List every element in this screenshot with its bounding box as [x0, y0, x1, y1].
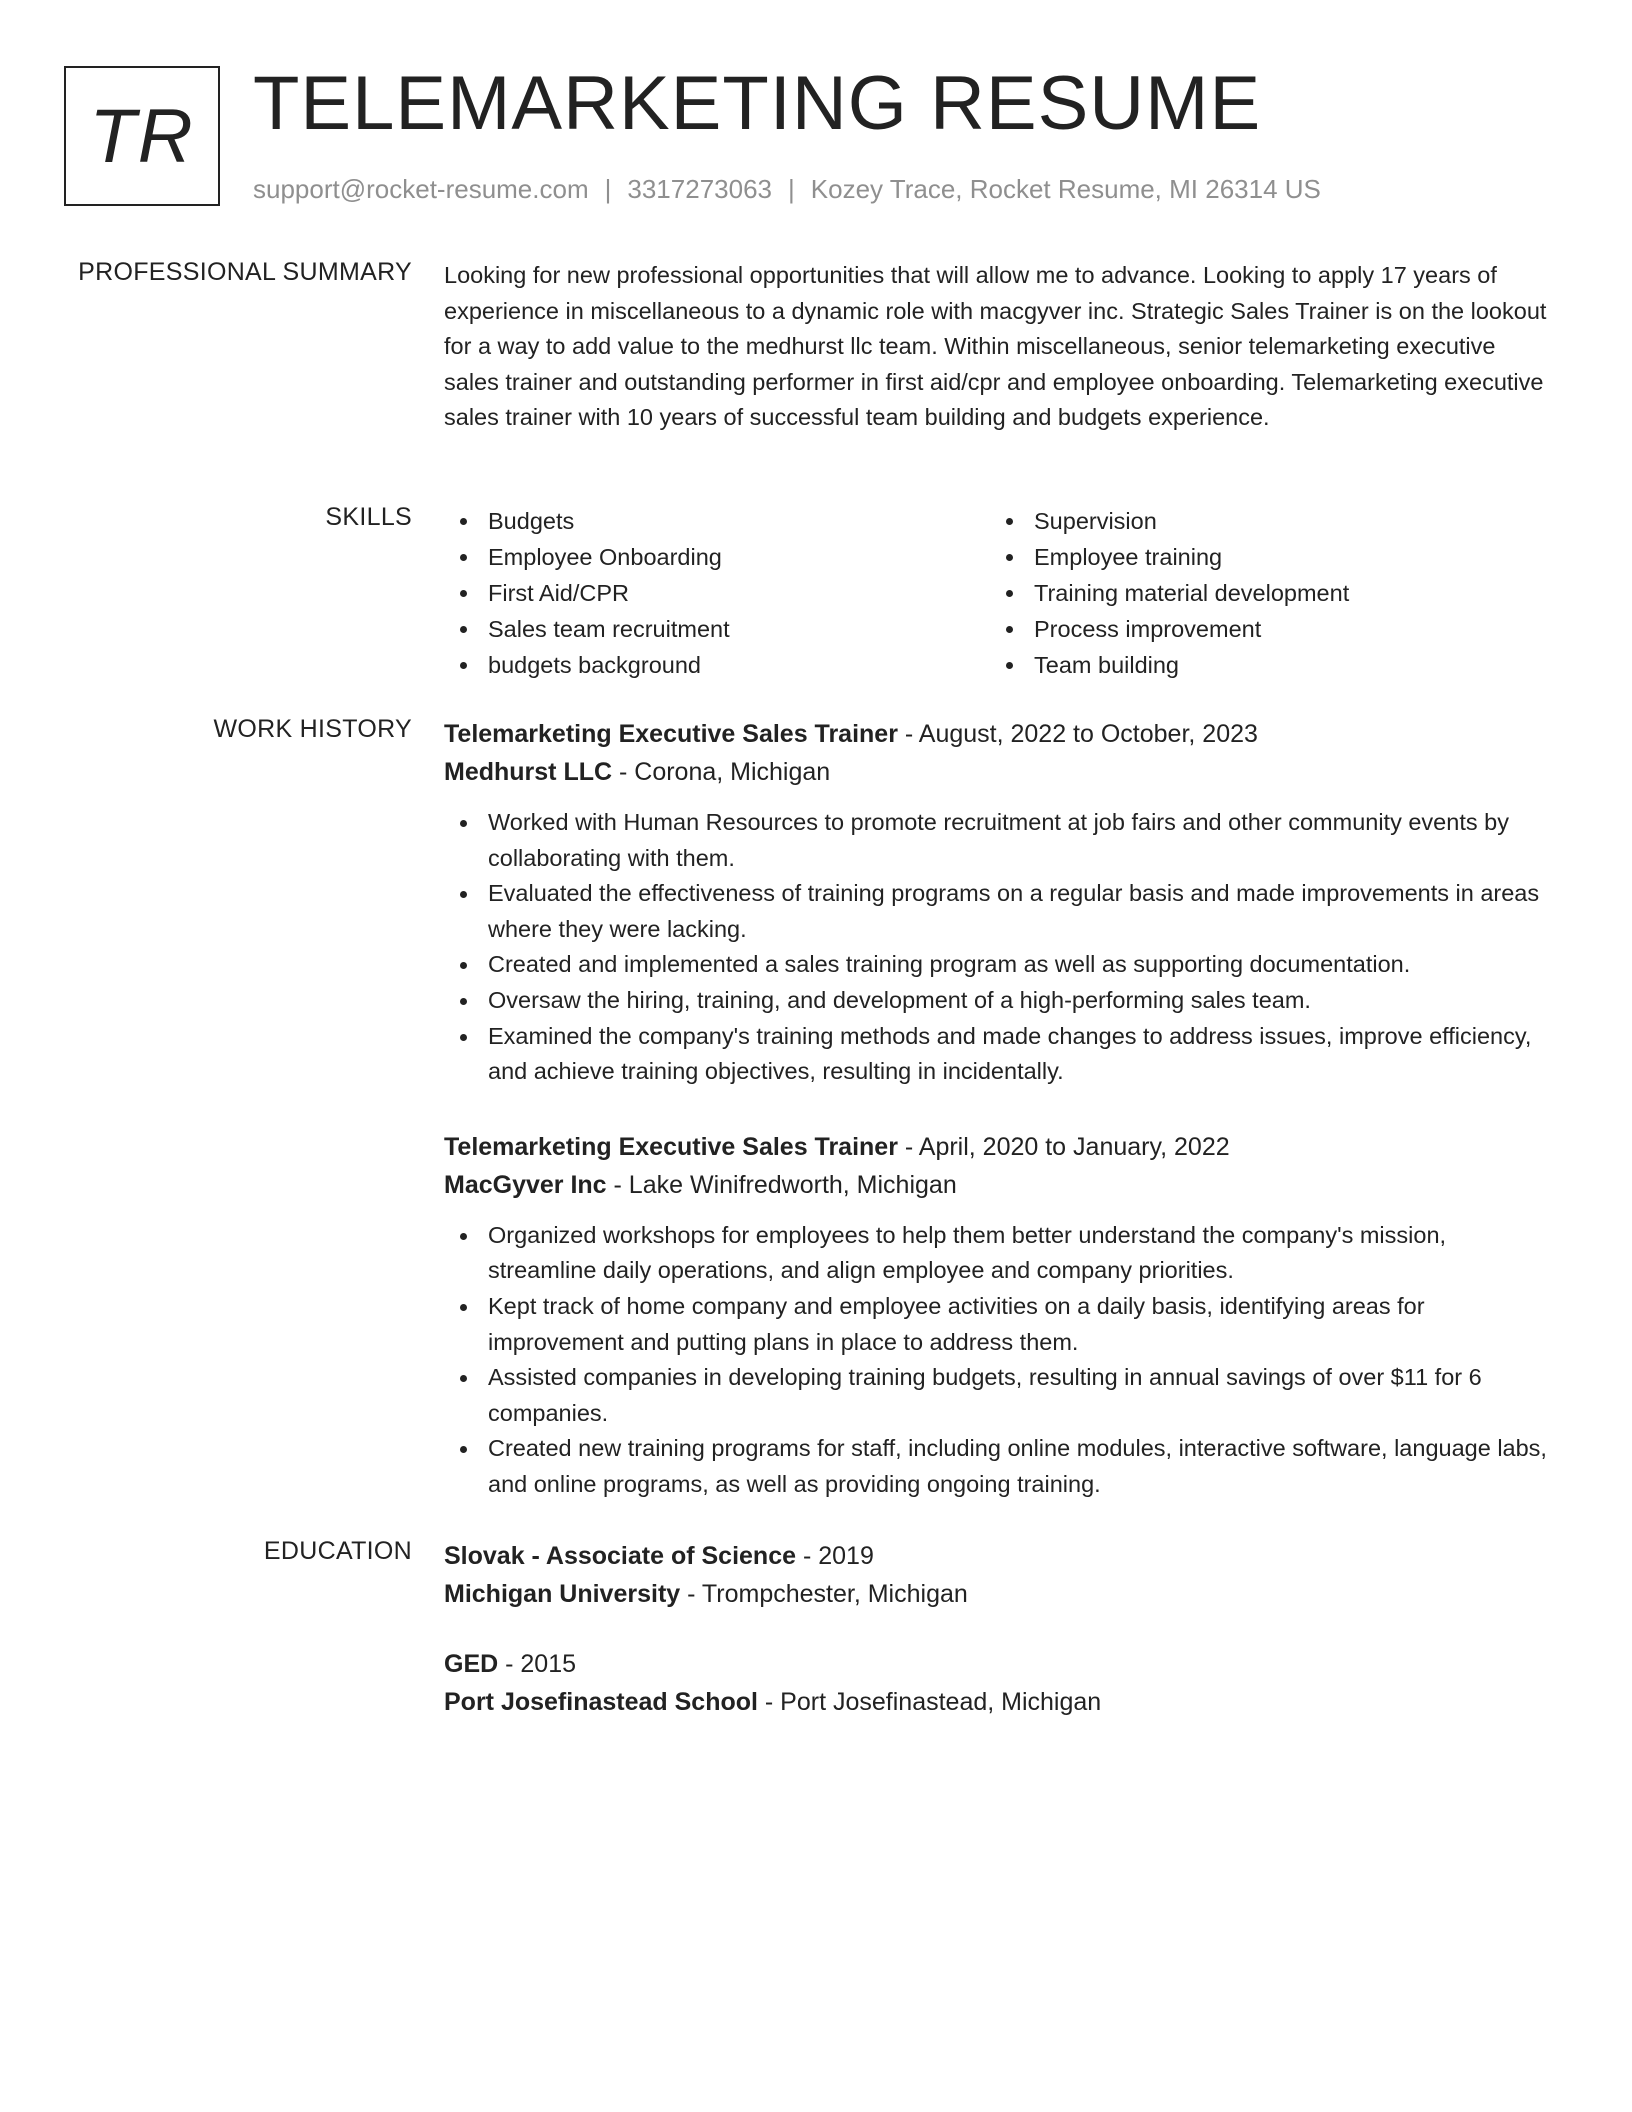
job-company-line [444, 1166, 1549, 1204]
skill-item: Training material development [990, 575, 1536, 611]
job-bullet: Worked with Human Resources to promote recruitment at job fairs and other community events by collaborating with them. [444, 805, 1549, 876]
job-location: - Corona, Michigan [612, 758, 831, 786]
skill-item: Process improvement [990, 611, 1536, 647]
education-degree: Slovak - Associate of Science [444, 1542, 797, 1570]
job-title: Telemarketing Executive Sales Trainer [444, 720, 898, 748]
contact-address: Kozey Trace, Rocket Resume, MI 26314 US [810, 174, 1321, 204]
monogram-box: TR [64, 66, 220, 206]
skills-column-right [990, 503, 1536, 683]
education-school-line [444, 1683, 1549, 1721]
education-location: - Trompchester, Michigan [680, 1580, 968, 1608]
resume-header [64, 61, 1564, 216]
section-label-education: EDUCATION [263, 1537, 412, 1565]
skill-item: Supervision [990, 503, 1536, 539]
job-bullet: Organized workshops for employees to help them better understand the company's mission, streamline daily operations, and align employee and company priorities. [444, 1218, 1549, 1289]
skills-grid [444, 503, 1549, 683]
skill-item: First Aid/CPR [444, 575, 990, 611]
job-entry [444, 715, 1549, 1090]
job-dates: - April, 2020 to January, 2022 [897, 1132, 1230, 1161]
education-entry [444, 1537, 1549, 1613]
job-bullets [444, 1218, 1549, 1503]
skill-item: Sales team recruitment [444, 611, 990, 647]
summary-text: Looking for new professional opportunities that will allow me to advance. Looking to apply 17 years of experience in miscellaneous to a dynamic role with macgyver inc. Strategic Sales Trainer is on the lookout for a way to add value to the medhurst llc team. Within miscellaneous, senior telemarketing executive sales trainer and outstanding performer in first aid/cpr and employee onboarding. Telemarketing executive sales trainer with 10 years of successful team building and budgets experience. [444, 262, 1547, 431]
skill-item: Team building [990, 647, 1536, 683]
job-company: Medhurst LLC [444, 758, 613, 786]
contact-separator: | [788, 174, 795, 204]
education-degree: GED [444, 1650, 499, 1678]
resume-title: TELEMARKETING RESUME [253, 61, 1262, 146]
education-year: - 2015 [498, 1650, 577, 1678]
education-school: Port Josefinastead School [444, 1688, 758, 1716]
job-company-line [444, 753, 1549, 791]
contact-phone[interactable]: 3317273063 [627, 174, 772, 204]
job-title-line [444, 1128, 1549, 1166]
job-bullet: Created new training programs for staff, including online modules, interactive software, language labs, and online programs, as well as providing ongoing training. [444, 1431, 1549, 1502]
job-bullet: Kept track of home company and employee activities on a daily basis, identifying areas for improvement and putting plans in place to address them. [444, 1289, 1549, 1360]
skill-item: Budgets [444, 503, 990, 539]
job-location: - Lake Winifredworth, Michigan [606, 1170, 957, 1199]
section-label-summary: PROFESSIONAL SUMMARY [78, 258, 412, 286]
skill-item: Employee training [990, 539, 1536, 575]
contact-line [253, 174, 1321, 205]
contact-separator: | [604, 174, 612, 204]
skill-item: Employee Onboarding [444, 539, 990, 575]
skill-item: budgets background [444, 647, 990, 683]
job-bullet: Created and implemented a sales training program as well as supporting documentation. [444, 947, 1549, 983]
education-degree-line [444, 1537, 1549, 1575]
job-title: Telemarketing Executive Sales Trainer [444, 1132, 898, 1161]
job-entry [444, 1128, 1549, 1503]
education-degree-line [444, 1645, 1549, 1683]
job-bullet: Oversaw the hiring, training, and development of a high-performing sales team. [444, 983, 1549, 1019]
education-location: - Port Josefinastead, Michigan [757, 1688, 1102, 1716]
education-school-line [444, 1575, 1549, 1613]
contact-email[interactable]: support@rocket-resume.com [253, 174, 589, 204]
job-bullet: Assisted companies in developing training budgets, resulting in annual savings of over $11 for 6 companies. [444, 1360, 1549, 1431]
skills-column-left [444, 503, 990, 683]
job-bullets [444, 805, 1549, 1090]
education-entry [444, 1645, 1549, 1721]
education-year: - 2019 [796, 1542, 874, 1570]
section-label-skills: SKILLS [325, 503, 412, 531]
education-school: Michigan University [444, 1580, 681, 1608]
job-dates: - August, 2022 to October, 2023 [897, 720, 1258, 748]
job-title-line [444, 715, 1549, 753]
job-bullet: Evaluated the effectiveness of training programs on a regular basis and made improvements in areas where they were lacking. [444, 876, 1549, 947]
job-bullet: Examined the company's training methods and made changes to address issues, improve efficiency, and achieve training objectives, resulting in incidentally. [444, 1019, 1549, 1090]
section-label-work-history: WORK HISTORY [213, 715, 412, 743]
job-company: MacGyver Inc [444, 1170, 607, 1199]
